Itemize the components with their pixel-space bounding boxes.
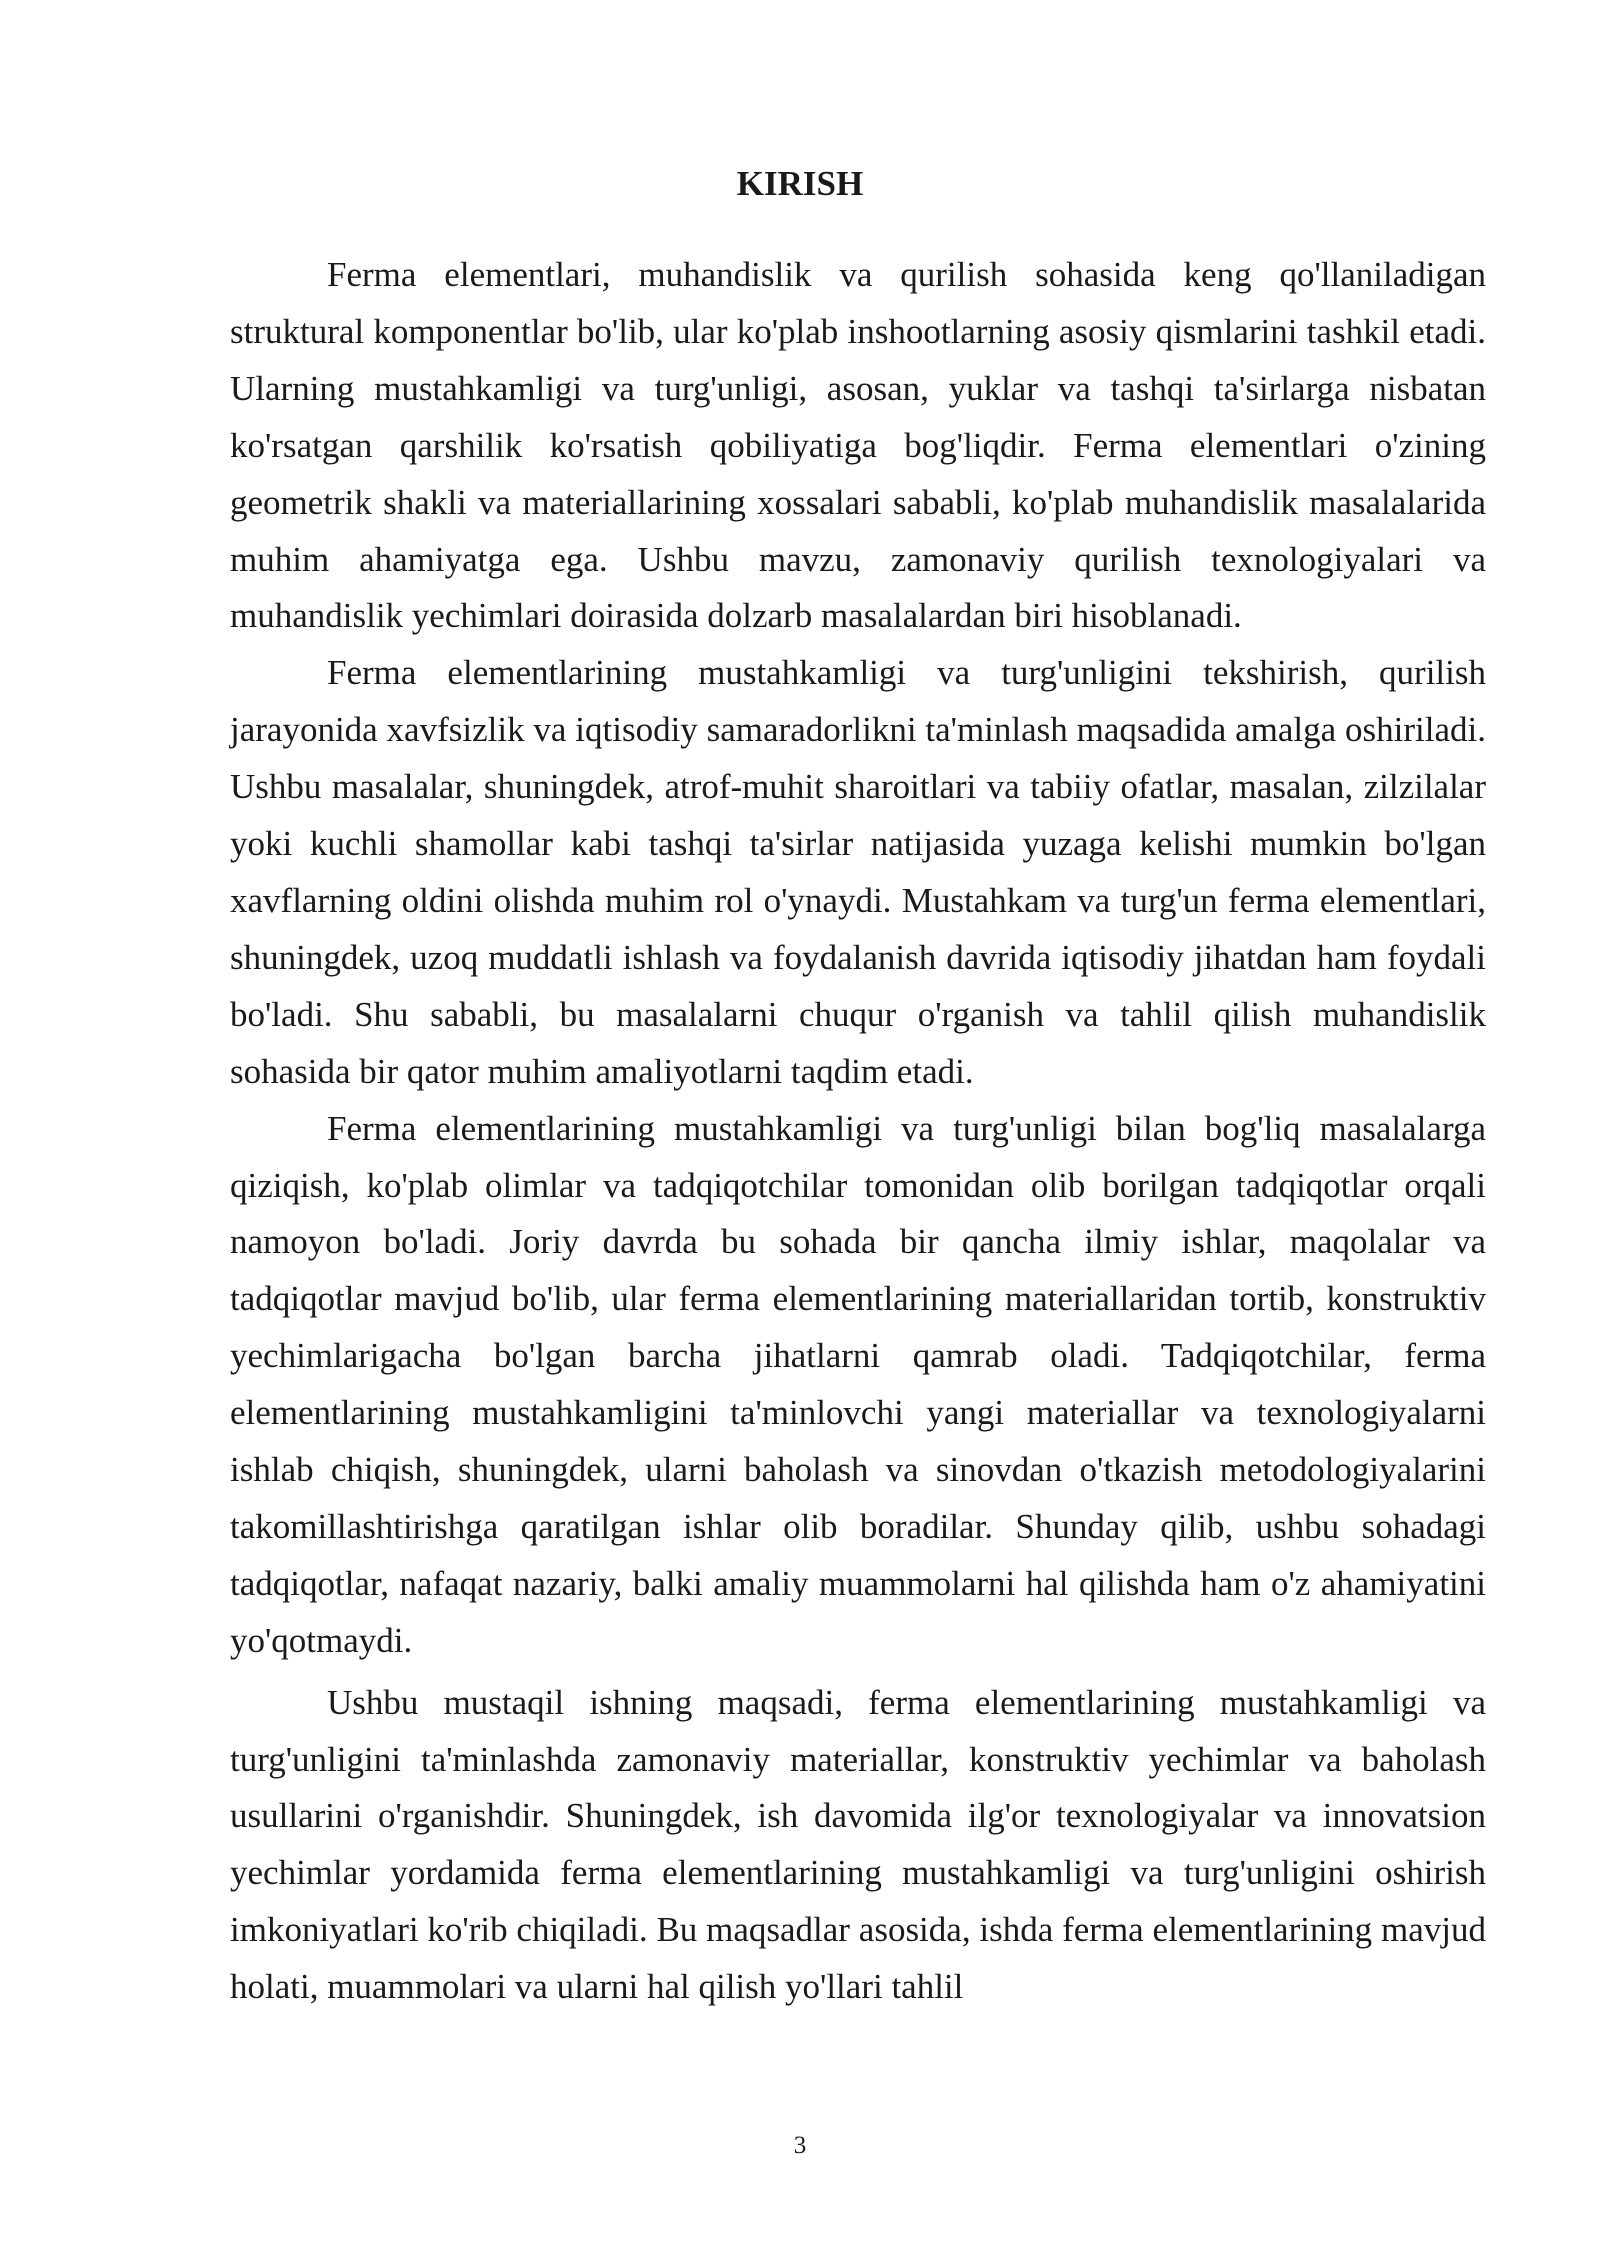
paragraph-1: Ferma elementlari, muhandislik va qurilish sohasida keng qo'llaniladigan struktural komponentlar bo'lib, ular ko'plab inshootlarning asosiy qismlarini tashkil etadi. Ularning mustahkamligi va turg'unligi, asosan, yuklar va tashqi ta'sirlarga nisbatan ko'rsatgan qarshilik ko'rsatish qobiliyatiga bog'liqdir. Ferma elementlari o'zining geometrik shakli va materiallarining xossalari sababli, ko'plab muhandislik masalalarida muhim ahamiyatga ega. Ushbu mavzu, zamonaviy qurilish texnologiyalari va muhandislik yechimlari doirasida dolzarb masalalardan biri hisoblanadi. xyxy=(230,255,1486,636)
page-title: KIRISH xyxy=(736,164,864,203)
paragraph-3: Ferma elementlarining mustahkamligi va turg'unligi bilan bog'liq masalalarga qiziqish, ko'plab olimlar va tadqiqotchilar tomonidan olib borilgan tadqiqotlar orqali namoyon bo'ladi. Joriy davrda bu sohada bir qancha ilmiy ishlar, maqolalar va tadqiqotlar mavjud bo'lib, ular ferma elementlarining materiallaridan tortib, konstruktiv yechimlarigacha bo'lgan barcha jihatlarni qamrab oladi. Tadqiqotchilar, ferma elementlarining mustahkamligini ta'minlovchi yangi materiallar va texnologiyalarni ishlab chiqish, shuningdek, ularni baholash va sinovdan o'tkazish metodologiyalarini takomillashtirishga qaratilgan ishlar olib boradilar. Shunday qilib, ushbu sohadagi tadqiqotlar, nafaqat nazariy, balki amaliy muammolarni hal qilishda ham o'z ahamiyatini yo'qotmaydi. xyxy=(230,1108,1486,1660)
paragraph-4: Ushbu mustaqil ishning maqsadi, ferma elementlarining mustahkamligi va turg'unligini ta'minlashda zamonaviy materiallar, konstruktiv yechimlar va baholash usullarini o'rganishdir. Shuningdek, ish davomida ilg'or texnologiyalar va innovatsion yechimlar yordamida ferma elementlarining mustahkamligi va turg'unligini oshirish imkoniyatlari ko'rib chiqiladi. Bu maqsadlar asosida, ishda ferma elementlarining mavjud holati, muammolari va ularni hal qilish yo'llari tahlil xyxy=(230,1682,1486,2007)
body-text xyxy=(230,247,1486,2016)
page-number: 3 xyxy=(793,2132,807,2159)
paragraph-2: Ferma elementlarining mustahkamligi va turg'unligini tekshirish, qurilish jarayonida xavfsizlik va iqtisodiy samaradorlikni ta'minlash maqsadida amalga oshiriladi. Ushbu masalalar, shuningdek, atrof-muhit sharoitlari va tabiiy ofatlar, masalan, zilzilalar yoki kuchli shamollar kabi tashqi ta'sirlar natijasida yuzaga kelishi mumkin bo'lgan xavflarning oldini olishda muhim rol o'ynaydi. Mustahkam va turg'un ferma elementlari, shuningdek, uzoq muddatli ishlash va foydalanish davrida iqtisodiy jihatdan ham foydali bo'ladi. Shu sababli, bu masalalarni chuqur o'rganish va tahlil qilish muhandislik sohasida bir qator muhim amaliyotlarni taqdim etadi. xyxy=(230,653,1486,1091)
